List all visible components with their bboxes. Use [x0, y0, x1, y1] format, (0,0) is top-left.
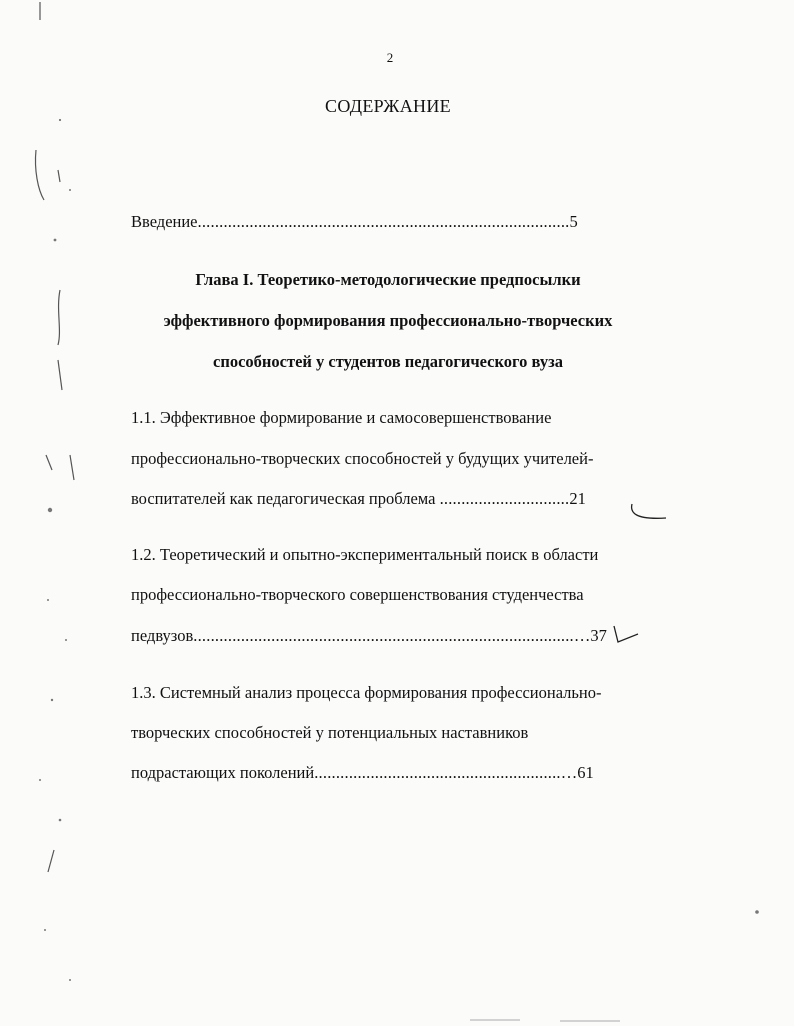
- section-1-3-line-2: творческих способностей у потенциальных наставников: [131, 723, 529, 742]
- toc-leader-dots: ..............................: [439, 489, 570, 508]
- toc-page-number: …37: [573, 626, 607, 645]
- page-title: СОДЕРЖАНИЕ: [325, 96, 451, 116]
- page-number: 2: [386, 50, 394, 65]
- toc-page-number: 5: [569, 212, 578, 231]
- toc-entry-introduction: [131, 212, 578, 232]
- toc-leader-dots: ........................................................................................: [193, 626, 574, 645]
- pen-checkmark-mark: [608, 620, 648, 650]
- chapter-heading-line-2: эффективного формирования профессионально-творческих: [163, 311, 613, 330]
- section-1-2-line-1: 1.2. Теоретический и опытно-экспериментальный поиск в области: [131, 545, 599, 564]
- toc-entry-label: воспитателей как педагогическая проблема: [131, 489, 436, 508]
- chapter-heading-line-3: способностей у студентов педагогического вуза: [213, 352, 563, 371]
- section-1-2-line-2: профессионально-творческого совершенствования студенчества: [131, 585, 584, 604]
- section-1-1-line-2: профессионально-творческих способностей у будущих учителей-: [131, 449, 594, 468]
- section-1-3-line-3: [131, 763, 594, 783]
- toc-page-number: …61: [560, 763, 594, 782]
- toc-leader-dots: ......................................................................................: [197, 212, 570, 231]
- toc-leader-dots: .........................................................: [314, 763, 561, 782]
- chapter-heading-line-1: Глава I. Теоретико-методологические предпосылки: [195, 270, 581, 289]
- section-1-3-line-1: 1.3. Системный анализ процесса формирования профессионально-: [131, 683, 602, 702]
- pen-checkmark-mark: [620, 500, 670, 530]
- toc-entry-label: Введение: [131, 212, 198, 231]
- toc-page-number: 21: [569, 489, 586, 508]
- toc-entry-label: подрастающих поколений: [131, 763, 315, 782]
- section-1-1-line-1: 1.1. Эффективное формирование и самосовершенствование: [131, 408, 552, 427]
- toc-entry-label: педвузов: [131, 626, 194, 645]
- section-1-1-line-3: [131, 489, 586, 509]
- section-1-2-line-3: [131, 626, 607, 646]
